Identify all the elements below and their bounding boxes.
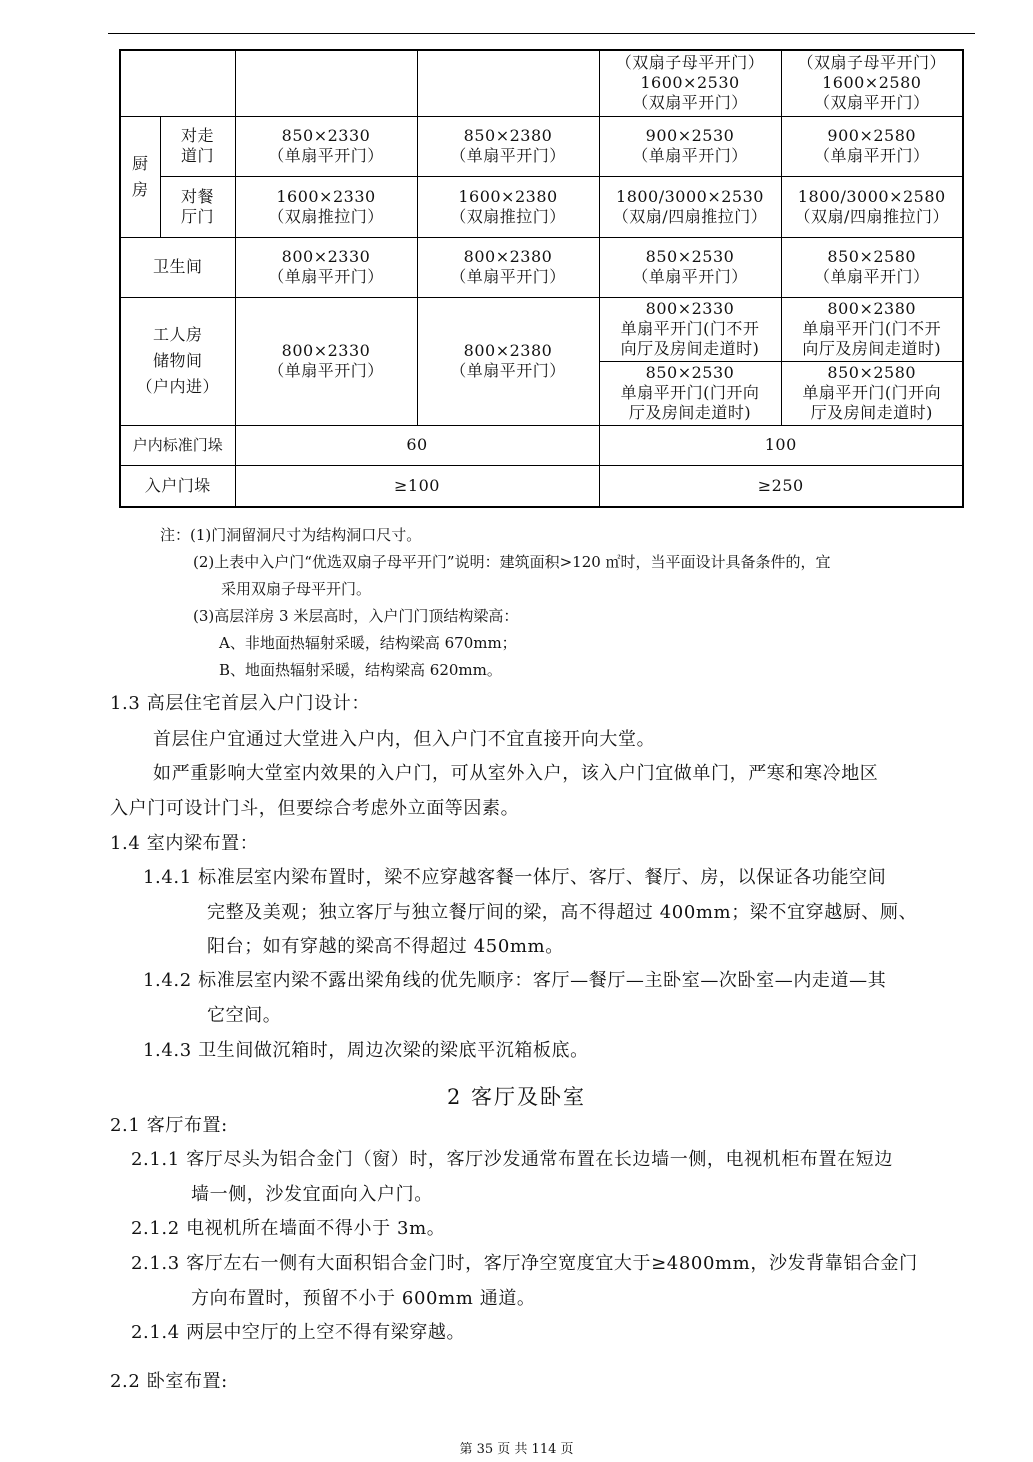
clause-1-4-1-cont: 完整及美观；独立客厅与独立餐厅间的梁，高不得超过 400mm；梁不宜穿越厨、厕、 — [207, 902, 918, 923]
cell-line: 1600×2580 — [822, 73, 922, 93]
table-row-worker — [120, 297, 963, 361]
note-2: (2)上表中入户门“优选双扇子母平开门”说明：建筑面积>120 ㎡时，当平面设计具备条件的，宜 — [193, 553, 831, 571]
cell-line: 800×2330 — [645, 299, 735, 318]
table-cell — [417, 176, 599, 237]
cell-line: 向厅及房间走道时) — [620, 339, 760, 358]
clause-1-4-2: 1.4.2 标准层室内梁不露出梁角线的优先顺序：客厅—餐厅—主卧室—次卧室—内走道—其 — [143, 970, 887, 991]
cell-line: 厅门 — [180, 206, 214, 226]
clause-1-4-3: 1.4.3 卫生间做沉箱时，周边次梁的梁底平沉箱板底。 — [143, 1040, 589, 1061]
cell-line: 800×2330 — [281, 247, 371, 266]
clause-1-4-1: 1.4.1 标准层室内梁布置时，梁不应穿越客餐一体厅、客厅、餐厅、房，以保证各功能空间 — [143, 867, 887, 888]
table-cell — [235, 237, 417, 297]
table-cell: ≥100 — [235, 465, 599, 507]
section-2-1: 2.1 客厅布置: — [110, 1115, 228, 1136]
table-cell — [781, 297, 963, 361]
cell-line: 1800/3000×2530 — [616, 186, 764, 206]
table-cell — [781, 237, 963, 297]
cell-line: （单扇平开门） — [450, 146, 566, 165]
cell-line: 850×2580 — [827, 363, 917, 382]
row-label: 入户门垛 — [120, 465, 235, 507]
row-label — [160, 176, 235, 237]
table-cell — [781, 176, 963, 237]
cell-line: 向厅及房间走道时) — [802, 339, 942, 358]
cell-line: 房 — [131, 179, 149, 199]
cell-line: （双扇/四扇推拉门） — [612, 206, 768, 226]
table-cell — [417, 116, 599, 176]
cell-line: 1600×2330 — [276, 186, 376, 206]
clause-1-4-2-cont: 它空间。 — [207, 1005, 282, 1026]
cell-line: 900×2580 — [827, 126, 917, 145]
paragraph: 入户门可设计门斗，但要综合考虑外立面等因素。 — [110, 798, 520, 819]
cell-line: 1800/3000×2580 — [797, 186, 946, 206]
cell-line: 厨 — [131, 153, 149, 173]
table-cell — [781, 116, 963, 176]
table-cell — [599, 237, 781, 297]
clause-2-1-1-cont: 墙一侧，沙发宜面向入户门。 — [191, 1184, 433, 1205]
table-cell — [781, 50, 963, 116]
table-cell — [417, 297, 599, 425]
table-row-entry-sill — [120, 465, 963, 507]
cell-line: （单扇平开门） — [268, 267, 384, 286]
cell-line: 储物间 — [152, 351, 203, 370]
cell-line: （双扇平开门） — [632, 93, 748, 113]
cell-line: （双扇子母平开门） — [797, 53, 946, 73]
cell-line: 850×2580 — [827, 247, 917, 266]
cell-line: 900×2530 — [645, 126, 735, 145]
cell-line: （双扇子母平开门） — [615, 53, 765, 73]
chapter-heading: 2 客厅及卧室 — [446, 1085, 587, 1109]
cell-line: 850×2530 — [645, 247, 735, 266]
cell-line: （单扇平开门） — [450, 361, 566, 380]
row-label — [120, 297, 235, 425]
clause-2-1-3: 2.1.3 客厅左右一侧有大面积铝合金门时，客厅净空宽度宜大于≥4800mm，沙发背靠铝合金门 — [131, 1253, 918, 1274]
clause-2-1-1: 2.1.1 客厅尽头为铝合金门（窗）时，客厅沙发通常布置在长边墙一侧，电视机柜布置在短边 — [131, 1149, 893, 1170]
cell-line: 工人房 — [152, 325, 203, 344]
table-cell — [781, 361, 963, 425]
cell-line: （单扇平开门） — [268, 361, 384, 380]
cell-line: （双扇平开门） — [813, 93, 930, 113]
cell-line: 单扇平开门(门开向 — [620, 383, 760, 402]
cell-line: 单扇平开门(门开向 — [802, 383, 942, 402]
table-cell — [235, 50, 417, 116]
table-row — [120, 50, 963, 116]
cell-line: 道门 — [180, 146, 214, 165]
cell-line: （单扇平开门） — [813, 146, 930, 165]
cell-line: 1600×2380 — [458, 186, 558, 206]
kitchen-label — [120, 116, 160, 237]
cell-line: 800×2380 — [463, 247, 553, 266]
cell-line: 单扇平开门(门不开 — [620, 319, 760, 338]
cell-line: （双扇推拉门） — [268, 206, 384, 226]
table-cell: 100 — [599, 425, 963, 465]
table-cell — [235, 176, 417, 237]
table-cell — [120, 50, 235, 116]
note-1: 注：(1)门洞留洞尺寸为结构洞口尺寸。 — [160, 526, 422, 544]
page-footer: 第 35 页 共 114 页 — [459, 1442, 574, 1457]
row-label — [160, 116, 235, 176]
table-row-kitchen-dining — [120, 176, 963, 237]
table-cell — [417, 50, 599, 116]
table-cell: ≥250 — [599, 465, 963, 507]
clause-1-4-1-cont: 阳台；如有穿越的梁高不得超过 450mm。 — [207, 936, 564, 957]
clause-2-1-3-cont: 方向布置时，预留不小于 600mm 通道。 — [191, 1288, 536, 1309]
cell-line: （单扇平开门） — [450, 267, 566, 286]
cell-line: （双扇推拉门） — [450, 206, 566, 226]
cell-line: 850×2530 — [645, 363, 735, 382]
table-cell — [235, 297, 417, 425]
cell-line: 厅及房间走道时) — [810, 403, 933, 422]
table-cell — [599, 297, 781, 361]
table-cell — [599, 361, 781, 425]
clause-2-1-2: 2.1.2 电视机所在墙面不得小于 3m。 — [131, 1218, 446, 1239]
table-cell — [599, 176, 781, 237]
paragraph: 首层住户宜通过大堂进入户内，但入户门不宜直接开向大堂。 — [153, 729, 656, 750]
note-3: (3)高层洋房 3 米层高时，入户门门顶结构梁高： — [193, 607, 519, 625]
note-3a: A、非地面热辐射采暖，结构梁高 670mm； — [219, 634, 517, 652]
table-row-inner-sill — [120, 425, 963, 465]
cell-line: 单扇平开门(门不开 — [802, 319, 942, 338]
row-label: 卫生间 — [120, 237, 235, 297]
cell-line: （双扇/四扇推拉门） — [794, 206, 949, 226]
cell-line: 对走 — [180, 126, 214, 145]
table-cell — [599, 116, 781, 176]
header-rule — [108, 33, 975, 34]
table-cell — [417, 237, 599, 297]
section-2-2: 2.2 卧室布置: — [110, 1371, 228, 1392]
cell-line: （单扇平开门） — [632, 146, 748, 165]
cell-line: 800×2380 — [827, 299, 917, 318]
cell-line: 厅及房间走道时) — [628, 403, 752, 422]
cell-line: （单扇平开门） — [632, 267, 748, 286]
clause-2-1-4: 2.1.4 两层中空厅的上空不得有梁穿越。 — [131, 1322, 466, 1343]
cell-line: 1600×2530 — [640, 73, 740, 93]
table-cell — [599, 50, 781, 116]
cell-line: 800×2380 — [463, 341, 553, 360]
note-3b: B、地面热辐射采暖，结构梁高 620mm。 — [219, 661, 502, 679]
paragraph: 如严重影响大堂室内效果的入户门，可从室外入户，该入户门宜做单门，严寒和寒冷地区 — [153, 763, 879, 784]
table-cell: 60 — [235, 425, 599, 465]
table-cell — [235, 116, 417, 176]
cell-line: （户内进） — [136, 377, 219, 396]
section-1-4: 1.4 室内梁布置： — [110, 833, 259, 854]
table-row-bathroom — [120, 237, 963, 297]
door-size-table — [119, 49, 964, 508]
cell-line: 850×2330 — [281, 126, 371, 145]
cell-line: （单扇平开门） — [268, 146, 384, 165]
cell-line: （单扇平开门） — [813, 267, 930, 286]
table-row-kitchen-corridor — [120, 116, 963, 176]
cell-line: 850×2380 — [463, 126, 553, 145]
note-2-cont: 采用双扇子母平开门。 — [221, 580, 372, 598]
cell-line: 对餐 — [180, 186, 214, 206]
row-label: 户内标准门垛 — [120, 425, 235, 465]
section-1-3: 1.3 高层住宅首层入户门设计： — [110, 693, 370, 714]
cell-line: 800×2330 — [281, 341, 371, 360]
